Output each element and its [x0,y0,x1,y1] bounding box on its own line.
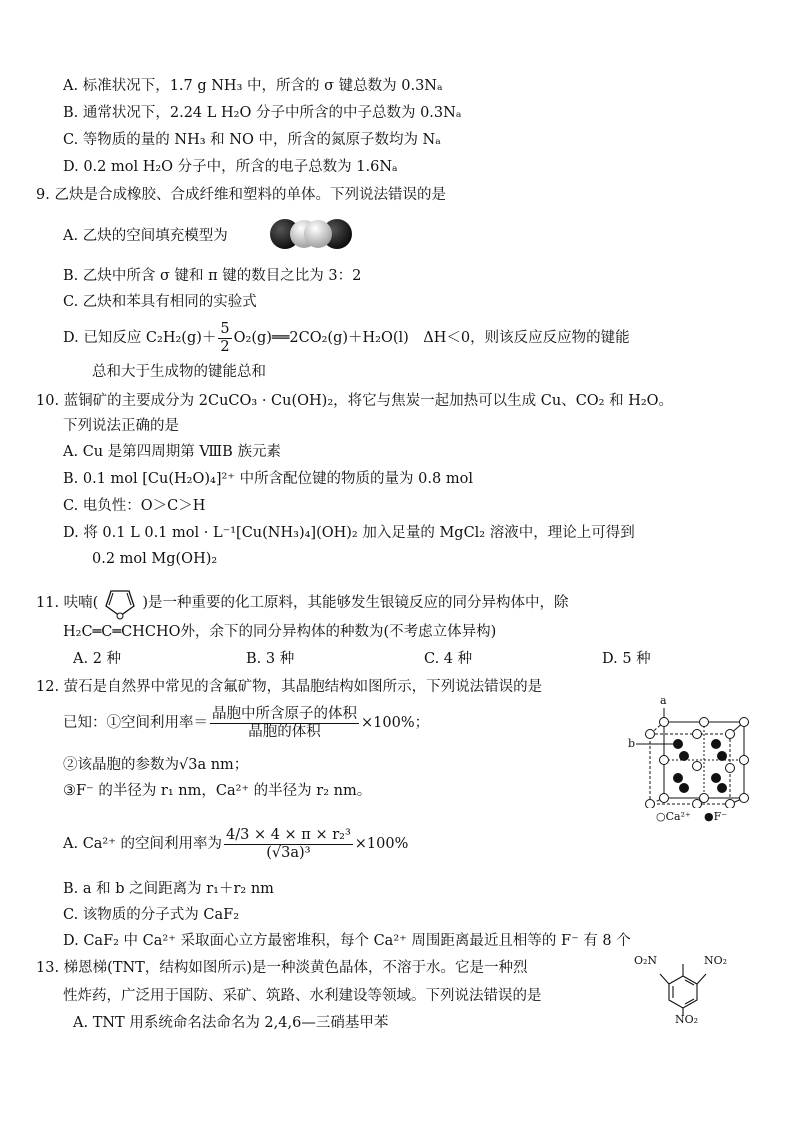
q11-option-a: A. 2 种 [73,651,122,667]
q12-a-prefix: A. Ca²⁺ 的空间利用率为 [63,836,223,852]
fraction-numerator: 5 [220,320,230,337]
q12-option-c: C. 该物质的分子式为 CaF₂ [63,907,240,923]
q9-d-fraction [218,321,231,356]
acetylene-model-image [268,218,354,250]
q9-d-prefix: D. 已知反应 C₂H₂(g)＋ [63,330,217,346]
q10-option-d-cont: 0.2 mol Mg(OH)₂ [92,551,218,567]
q12-stem: 12. 萤石是自然界中常见的含氟矿物，其晶胞结构如图所示，下列说法错误的是 [36,679,543,695]
q13-stem-2: 性炸药，广泛用于国防、采矿、筑路、水利建设等领域。下列说法错误的是 [63,988,542,1004]
q12-a-suffix: ×100% [354,836,409,852]
furan-structure-icon [98,586,142,620]
tnt-structure-figure [628,952,738,1026]
q13-stem-1: 13. 梯恩梯(TNT，结构如图所示)是一种淡黄色晶体，不溶于水。它是一种烈 [36,960,528,976]
q12-a-fraction [224,827,353,862]
q11-stem-suffix: )是一种重要的化工原料，其能够发生银镜反应的同分异构体中，除 [142,595,569,611]
q12-option-b: B. a 和 b 之间距离为 r₁＋r₂ nm [63,881,274,897]
q10-option-b: B. 0.1 mol [Cu(H₂O)₄]²⁺ 中所含配位键的物质的量为 0.8 mol [63,471,473,487]
q9-stem: 9. 乙炔是合成橡胶、合成纤维和塑料的单体。下列说法错误的是 [36,187,446,203]
tnt-no2-right: NO₂ [704,954,728,967]
q8-option-c: C. 等物质的量的 NH₃ 和 NO 中，所含的氮原子数均为 Nₐ [63,132,441,148]
q9-option-b: B. 乙炔中所含 σ 键和 π 键的数目之比为 3：2 [63,268,362,284]
fraction-denominator: 晶胞的体积 [248,723,321,740]
fig-label-b: b [628,737,636,750]
q8-option-b: B. 通常状况下，2.24 L H₂O 分子中所含的中子总数为 0.3Nₐ [63,105,462,121]
q10-option-d: D. 将 0.1 L 0.1 mol · L⁻¹[Cu(NH₃)₄](OH)₂ 加入足量的 MgCl₂ 溶液中，理论上可得到 [63,525,635,541]
q11-option-c: C. 4 种 [424,651,473,667]
q11-stem-prefix: 11. 呋喃( [36,595,99,611]
fraction-numerator: 晶胞中所含原子的体积 [212,705,357,722]
q9-option-c: C. 乙炔和苯具有相同的实验式 [63,294,257,310]
fig-label-a: a [660,694,667,707]
q9-option-d [63,318,630,358]
q12-known-2: ②该晶胞的参数为√3a nm； [63,757,249,773]
q13-option-a: A. TNT 用系统命名法命名为 2,4,6—三硝基甲苯 [73,1015,389,1031]
legend-f: ●F⁻ [704,810,728,823]
fraction-numerator: 4/3 × 4 × π × r₂³ [226,826,351,843]
q10-stem-2: 下列说法正确的是 [63,418,179,434]
q12-known-fraction [210,706,359,741]
q9-option-a [63,226,228,246]
q12-known-prefix: 已知：①空间利用率＝ [63,715,208,731]
q10-option-c: C. 电负性：O＞C＞H [63,498,206,514]
unit-cell-diagram [636,700,756,808]
q9-d-suffix: O₂(g)══2CO₂(g)＋H₂O(l) ΔH＜0，则该反应反应物的键能 [233,330,630,346]
q11-option-b: B. 3 种 [246,651,295,667]
q10-stem-1: 10. 蓝铜矿的主要成分为 2CuCO₃ · Cu(OH)₂，将它与焦炭一起加热可以生成 Cu、CO₂ 和 H₂O。 [36,393,674,409]
q11-stem-2: H₂C═C═CHCHO外，余下的同分异构体的种数为(不考虑立体异构) [63,624,497,640]
q10-option-a: A. Cu 是第四周期第 ⅧB 族元素 [63,444,281,460]
q8-option-a: A. 标准状况下，1.7 g NH₃ 中，所含的 σ 键总数为 0.3Nₐ [63,78,443,94]
tnt-no2-bottom: NO₂ [675,1013,699,1026]
q12-option-a [63,822,408,866]
q12-option-d: D. CaF₂ 中 Ca²⁺ 采取面心立方最密堆积，每个 Ca²⁺ 周围距离最近且相等的 F⁻ 有 8 个 [63,933,631,949]
fraction-denominator: 2 [220,338,230,355]
q12-known-suffix: ×100%； [361,715,430,731]
q9-option-a-text: A. 乙炔的空间填充模型为 [63,228,228,244]
legend-ca: ○Ca²⁺ [656,810,691,823]
q12-known-3: ③F⁻ 的半径为 r₁ nm，Ca²⁺ 的半径为 r₂ nm。 [63,783,372,799]
q9-option-d-cont: 总和大于生成物的键能总和 [92,364,266,380]
fluorite-unit-cell-figure [628,694,756,825]
q12-known-1 [63,703,429,743]
q11-option-d: D. 5 种 [602,651,651,667]
tnt-no2-left: O₂N [634,954,658,967]
fraction-denominator: (√3a)³ [266,844,311,861]
q8-option-d: D. 0.2 mol H₂O 分子中，所含的电子总数为 1.6Nₐ [63,159,398,175]
q11-stem [36,586,568,620]
